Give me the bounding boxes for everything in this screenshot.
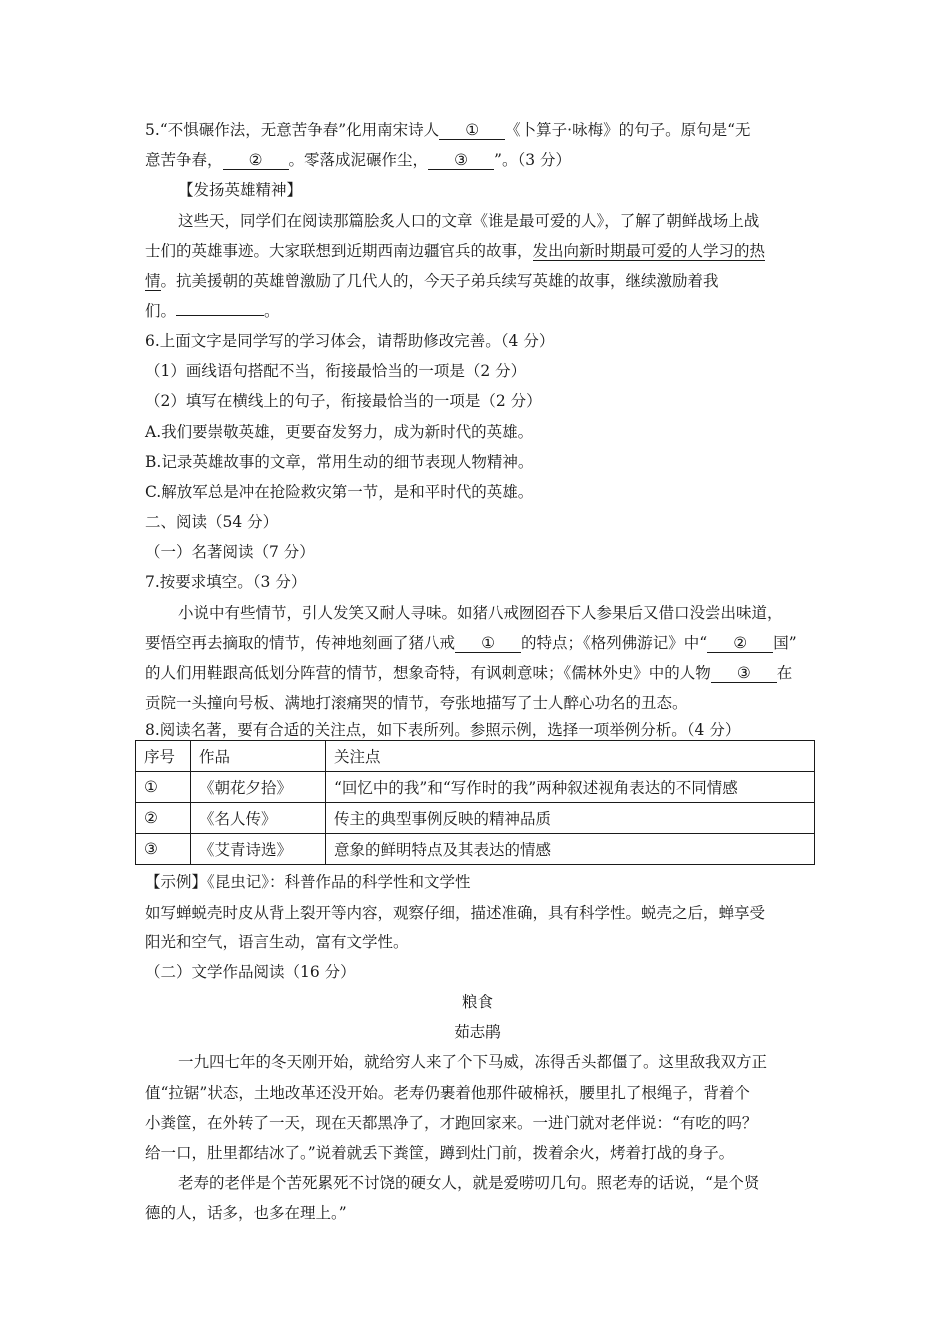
- q7-text: 的特点；《格列佛游记》中“: [521, 634, 708, 652]
- q7-line-1: 小说中有些情节，引人发笑又耐人寻味。如猪八戒囫囵吞下人参果后又借口没尝出味道，: [178, 604, 783, 622]
- q8-stem: 8.阅读名著，要有合适的关注点，如下表所列。参照示例，选择一项举例分析。（4 分）: [145, 721, 741, 739]
- focus-table: [135, 740, 815, 865]
- q6-option-a[interactable]: A.我们要崇敬英雄，更要奋发努力，成为新时代的英雄。: [145, 423, 534, 441]
- story-para-line-5: 老寿的老伴是个苦死累死不讨饶的硬女人，就是爱唠叨几句。照老寿的话说，“是个贤: [178, 1174, 760, 1192]
- story-author: 茹志鹃: [454, 1023, 501, 1041]
- q6-option-c[interactable]: C.解放军总是冲在抢险救灾第一节，是和平时代的英雄。: [145, 483, 534, 501]
- section-title-hero: 【发扬英雄精神】: [178, 181, 303, 199]
- q5-blank-3[interactable]: ③: [428, 151, 494, 170]
- table-cell: 《名人传》: [191, 803, 326, 834]
- q6-sub-1: （1）画线语句搭配不当，衔接最恰当的一项是（2 分）: [145, 362, 527, 380]
- table-cell: 《朝花夕拾》: [191, 772, 326, 803]
- table-header-cell: 作品: [191, 741, 326, 772]
- hero-text: 。: [264, 302, 280, 320]
- table-cell: 意象的鲜明特点及其表达的情感: [326, 834, 815, 865]
- q6-option-b[interactable]: B.记录英雄故事的文章，常用生动的细节表现人物精神。: [145, 453, 534, 471]
- q7-line-3: [145, 663, 810, 683]
- table-cell: ③: [136, 834, 191, 865]
- q5-text: 意苦争春，: [145, 151, 223, 169]
- hero-text: 。抗美援朝的英雄曾激励了几代人的，今天子弟兵续写英雄的故事，继续激励着我: [160, 272, 719, 290]
- table-row: [136, 772, 815, 803]
- q6-sub-2: （2）填写在横线上的句子，衔接最恰当的一项是（2 分）: [145, 392, 542, 410]
- table-cell: 《艾青诗选》: [191, 834, 326, 865]
- hero-para-line-3: [145, 271, 810, 291]
- q7-text: 国”: [773, 634, 797, 652]
- q7-text: 在: [776, 664, 793, 682]
- story-para-line-6: 德的人，话多，也多在理上。”: [145, 1204, 347, 1222]
- story-para-line-1: 一九四七年的冬天刚开始，就给穷人来了个下马威，冻得舌头都僵了。这里敌我双方正: [178, 1053, 768, 1071]
- q7-line-4: 贡院一头撞向号板、满地打滚痛哭的情节，夸张地描写了士人醉心功名的丑态。: [145, 694, 688, 712]
- q5-blank-2[interactable]: ②: [223, 151, 289, 170]
- story-para-line-4: 给一口，肚里都结冰了。”说着就丢下粪筐，蹲到灶门前，拨着余火，烤着打战的身子。: [145, 1144, 735, 1162]
- table-cell: ①: [136, 772, 191, 803]
- q7-text: 要悟空再去摘取的情节，传神地刻画了猪八戒: [145, 634, 456, 652]
- q5-line-1: [145, 120, 810, 140]
- q7-blank-1[interactable]: ①: [455, 634, 521, 653]
- hero-para-line-4: [145, 301, 810, 321]
- q6-stem: 6.上面文字是同学写的学习体会，请帮助修改完善。（4 分）: [145, 332, 555, 350]
- hero-text: 们。: [145, 302, 177, 320]
- q7-blank-2[interactable]: ②: [707, 634, 773, 653]
- q5-text: 《卜算子·咏梅》的句子。原句是“无: [505, 121, 751, 139]
- underlined-sentence: 发出向新时期最可爱的人学习的热: [532, 242, 766, 260]
- part2-title: 二、阅读（54 分）: [145, 513, 279, 531]
- q7-stem: 7.按要求填空。（3 分）: [145, 573, 307, 591]
- table-header-cell: 关注点: [326, 741, 815, 772]
- q8-example-title: 【示例】《昆虫记》：科普作品的科学性和文学性: [145, 873, 471, 891]
- part2-sub1: （一）名著阅读（7 分）: [145, 543, 315, 561]
- table-header-cell: 序号: [136, 741, 191, 772]
- part2-sub2: （二）文学作品阅读（16 分）: [145, 963, 356, 981]
- table-row: [136, 834, 815, 865]
- hero-para-line-2: [145, 241, 810, 261]
- q5-text: 5.“不惧碾作法，无意苦争春”化用南宋诗人: [145, 121, 440, 139]
- q8-example-line-1: 如写蝉蜕壳时皮从背上裂开等内容，观察仔细，描述准确，具有科学性。蜕壳之后，蝉享受: [145, 904, 766, 922]
- story-para-line-3: 小粪筐，在外转了一天，现在天都黑净了，才跑回家来。一进门就对老伴说：“有吃的吗？: [145, 1114, 758, 1132]
- table-cell: 传主的典型事例反映的精神品质: [326, 803, 815, 834]
- story-title: 粮食: [461, 993, 493, 1011]
- hero-para-line-1: 这些天，同学们在阅读那篇脍炙人口的文章《谁是最可爱的人》，了解了朝鲜战场上战: [178, 212, 760, 230]
- hero-answer-blank[interactable]: [176, 315, 264, 316]
- q7-blank-3[interactable]: ③: [711, 664, 777, 683]
- table-cell: ②: [136, 803, 191, 834]
- hero-text: 士们的英雄事迹。大家联想到近期西南边疆官兵的故事，: [145, 242, 533, 260]
- q5-text: 。零落成泥碾作尘，: [288, 151, 429, 169]
- underlined-sentence: 情: [145, 272, 161, 290]
- q8-example-line-2: 阳光和空气，语言生动，富有文学性。: [145, 933, 409, 951]
- q7-text: 的人们用鞋跟高低划分阵营的情节，想象奇特，有讽刺意味；《儒林外史》中的人物: [145, 664, 711, 682]
- q5-text: ”。（3 分）: [494, 151, 571, 169]
- q7-line-2: [145, 633, 810, 653]
- table-row: [136, 803, 815, 834]
- q5-line-2: [145, 150, 810, 170]
- q5-blank-1[interactable]: ①: [439, 121, 505, 140]
- table-header-row: [136, 741, 815, 772]
- table-cell: “回忆中的我”和“写作时的我”两种叙述视角表达的不同情感: [326, 772, 815, 803]
- story-para-line-2: 值“拉锯”状态，土地改革还没开始。老寿仍裹着他那件破棉袄，腰里扎了根绳子，背着个: [145, 1084, 750, 1102]
